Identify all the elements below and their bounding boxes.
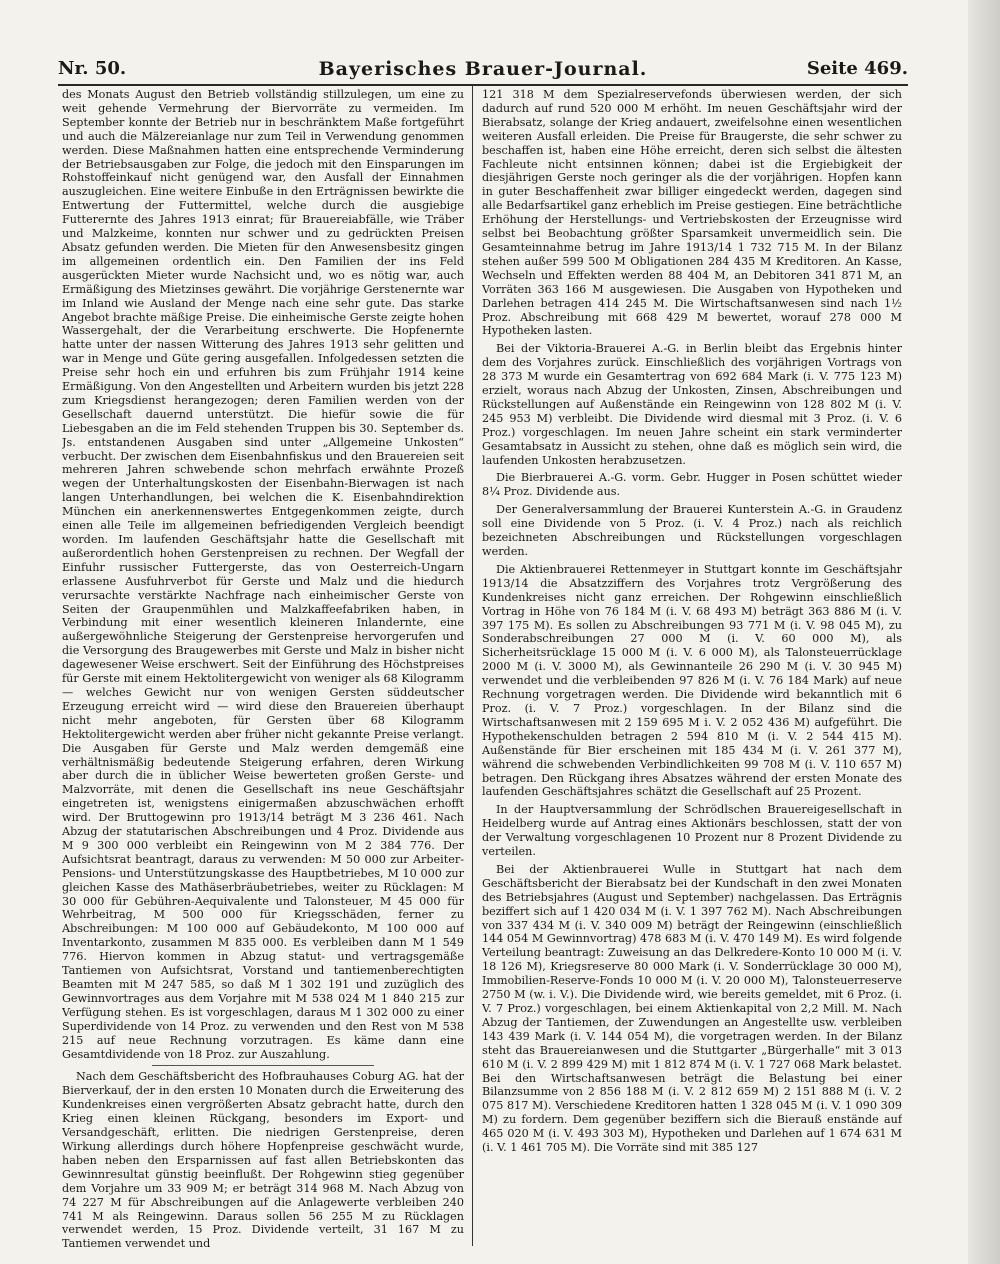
paragraph: 121 318 M dem Spezialreservefonds überwiesen werden, der sich dadurch auf rund 520 000 M erhöht. Im neuen Geschäftsjahr wird der Bierabsatz, solange der Krieg andauert, zweifelsohne einen wesentlichen weiteren Ausfall erleiden. Die Preise für Braugerste, die sehr schwer zu beschaffen ist, haben eine Höhe erreicht, deren sich selbst die ältesten Fachleute nicht entsinnen können; dabei ist die Ergiebigkeit der diesjährigen Gerste noch geringer als die der vorjährigen. Hopfen kann in guter Beschaffenheit zwar billiger eingedeckt werden, dagegen sind alle Bedarfsartikel ganz erheblich im Preise gestiegen. Eine beträchtliche Erhöhung der Herstellungs- und Vertriebskosten der Erzeugnisse wird selbst bei Beobachtung größter Sparsamkeit unvermeidlich sein. Die Gesamteinnahme betrug im Jahre 1913/14 1 732 715 M. In der Bilanz stehen außer 599 500 M Obligationen 284 435 M Kreditoren. An Kasse, Wechseln und Effekten werden 88 404 M, an Debitoren 341 871 M, an Vorräten 363 166 M ausgewiesen. Die Ausgaben von Hypotheken und Darlehen betragen 414 245 M. Die Wirtschaftsanwesen sind nach 1½ Proz. Abschreibung mit 668 429 M bewertet, worauf 278 000 M Hypotheken lasten. xyxy=(482,88,902,338)
paragraph: Bei der Viktoria-Brauerei A.-G. in Berlin bleibt das Ergebnis hinter dem des Vorjahres zurück. Einschließlich des vorjährigen Vortrags von 28 373 M wurde ein Gesamtertrag von 692 684 Mark (i. V. 775 123 M) erzielt, woraus nach Abzug der Unkosten, Zinsen, Abschreibungen und Rückstellungen auf Außenstände ein Reingewinn von 128 802 M (i. V. 245 953 M) verbleibt. Die Dividende wird diesmal mit 3 Proz. (i. V. 6 Proz.) vorgeschlagen. Im neuen Jahre scheint ein stark verminderter Gesamtabsatz in Aussicht zu stehen, ohne daß es möglich sein wird, die laufenden Unkosten herabzusetzen. xyxy=(482,342,902,467)
header-rule xyxy=(58,84,908,86)
issue-number: Nr. 50. xyxy=(58,58,127,79)
paragraph: In der Hauptversammlung der Schrödlschen Brauereigesellschaft in Heidelberg wurde auf Antrag eines Aktionärs beschlossen, statt der von der Verwaltung vorgeschlagenen 10 Prozent nur 8 Prozent Dividende zu verteilen. xyxy=(482,803,902,859)
left-column xyxy=(62,88,464,1250)
paragraph: Der Generalversammlung der Brauerei Kunterstein A.-G. in Graudenz soll eine Dividende von 5 Proz. (i. V. 4 Proz.) nach als reichlich bezeichneten Abschreibungen und Rückstellungen vorgeschlagen werden. xyxy=(482,503,902,558)
paragraph: des Monats August den Betrieb vollständig stillzulegen, um eine zu weit gehende Vermehrung der Biervorräte zu vermeiden. Im September konnte der Betrieb nur in beschränktem Maße fortgeführt und auch die Mälzereianlage nur zum Teil in Verwendung genommen werden. Diese Maßnahmen hatten eine entsprechende Verminderung der Betriebsausgaben zur Folge, die jedoch mit den Einsparungen im Rohstoffeinkauf nicht genügend war, den Ausfall der Einnahmen auszugleichen. Eine weitere Einbuße in den Erträgnissen bewirkte die Entwertung der Futtermittel, welche durch die ausgiebige Futterernte des Jahres 1913 einrat; für Brauereiabfälle, wie Träber und Malzkeime, konnten nur schwer und zu gedrückten Preisen Absatz gefunden werden. Die Mieten für den Anwesensbesitz gingen im allgemeinen ordentlich ein. Den Familien der ins Feld ausgerückten Mieter wurde Nachsicht und, wo es nötig war, auch Ermäßigung des Mietzinses gewährt. Die vorjährige Gerstenernte war im Inland wie Ausland der Menge nach eine sehr gute. Das starke Angebot brachte mäßige Preise. Die einheimische Gerste zeigte hohen Wassergehalt, der die Verarbeitung erschwerte. Die Hopfenernte hatte unter der nassen Witterung des Jahres 1913 sehr gelitten und war in Menge und Güte gering ausgefallen. Infolgedessen setzten die Preise sehr hoch ein und erfuhren bis zum Frühjahr 1914 keine Ermäßigung. Von den Angestellten und Arbeitern wurden bis jetzt 228 zum Kriegsdienst herangezogen; deren Familien werden von der Gesellschaft dauernd unterstützt. Die hiefür sowie die für Liebesgaben an die im Feld stehenden Truppen bis 30. September ds. Js. entstandenen Ausgaben sind unter „Allgemeine Unkosten“ verbucht. Der zwischen dem Eisenbahnfiskus und den Brauereien seit mehreren Jahren schwebende schon mehrfach erwähnte Prozeß wegen der Unterhaltungskosten der Eisenbahn-Bierwagen ist nach langen Unterhandlungen, bei welchen die K. Eisenbahndirektion München ein anerkennenswertes Entgegenkommen zeigte, durch einen alle Teile im allgemeinen befriedigenden Vergleich beendigt worden. Im laufenden Geschäftsjahr hatte die Gesellschaft mit außerordentlich hohen Gerstenpreisen zu rechnen. Der Wegfall der Einfuhr russischer Futtergerste, das von Oesterreich-Ungarn erlassene Ausfuhrverbot für Gerste und Malz und die hiedurch verursachte verstärkte Nachfrage nach einheimischer Gerste von Seiten der Graupenmühlen und Malzkaffeefabriken haben, in Verbindung mit einer wesentlich kleineren Inlandernte, eine außergewöhnliche Steigerung der Gerstenpreise hervorgerufen und die Versorgung des Braugewerbes mit Gerste und Malz in bisher nicht dagewesener Weise erschwert. Seit der Einführung des Höchstpreises für Gerste mit einem Hektolitergewicht von weniger als 68 Kilogramm — welches Gewicht nur von wenigen Gersten süddeutscher Erzeugung erreicht wird — wird diese den Brauereien überhaupt nicht mehr angeboten, für Gersten über 68 Kilogramm Hektolitergewicht werden aber früher nicht gekannte Preise verlangt. Die Ausgaben für Gerste und Malz werden demgemäß eine verhältnismäßig bedeutende Steigerung erfahren, deren Wirkung aber durch die in üblicher Weise bewerteten großen Gerste- und Malzvorräte, mit denen die Gesellschaft ins neue Geschäftsjahr eingetreten ist, wenigstens einigermaßen abzuschwächen erhofft wird. Der Bruttogewinn pro 1913/14 beträgt M 3 236 461. Nach Abzug der statutarischen Abschreibungen und 4 Proz. Dividende aus M 9 300 000 verbleibt ein Reingewinn von M 2 384 776. Der Aufsichtsrat beantragt, daraus zu verwenden: M 50 000 zur Arbeiter-Pensions- und Unterstützungskasse des Hauptbetriebes, M 10 000 zur gleichen Kasse des Mathäserbräubetriebes, weiter zu Rücklagen: M 30 000 für Gebühren-Aequivalente und Talonsteuer, M 45 000 für Wehrbeitrag, M 500 000 für Kriegsschäden, ferner zu Abschreibungen: M 100 000 auf Gebäudekonto, M 100 000 auf Inventarkonto, zusammen M 835 000. Es verbleiben dann M 1 549 776. Hiervon kommen in Abzug statut- und vertragsgemäße Tantiemen von Aufsichtsrat, Vorstand und tantiemenberechtigten Beamten mit M 247 585, so daß M 1 302 191 und zuzüglich des Gewinnvortrages aus dem Vorjahre mit M 538 024 M 1 840 215 zur Verfügung stehen. Es ist vorgeschlagen, daraus M 1 302 000 zu einer Superdividende von 14 Proz. zu verwenden und den Rest von M 538 215 auf neue Rechnung vorzutragen. Es käme dann eine Gesamtdividende von 18 Proz. zur Auszahlung. xyxy=(62,88,464,1061)
paragraph: Nach dem Geschäftsbericht des Hofbrauhauses Coburg AG. hat der Bierverkauf, der in den ersten 10 Monaten durch die Erweiterung des Kundenkreises einen vergrößerten Absatz gebracht hatte, durch den Krieg einen kleinen Rückgang, besonders im Export- und Versandgeschäft, erlitten. Die niedrigen Gerstenpreise, deren Wirkung allerdings durch höhere Hopfenpreise geschwächt wurde, haben neben den Ersparnissen auf fast allen Betriebskonten das Gewinnresultat günstig beeinflußt. Der Rohgewinn stieg gegenüber dem Vorjahre um 33 909 M; er beträgt 314 968 M. Nach Abzug von 74 227 M für Abschreibungen auf die Anlagewerte verbleiben 240 741 M als Reingewinn. Daraus sollen 56 255 M zu Rücklagen verwendet werden, 15 Proz. Dividende verteilt, 31 167 M zu Tantiemen verwendet und xyxy=(62,1070,464,1250)
section-divider xyxy=(152,1065,374,1066)
paragraph: Bei der Aktienbrauerei Wulle in Stuttgart hat nach dem Geschäftsbericht der Bierabsatz bei der Kundschaft in den zwei Monaten des Betriebsjahres (August und September) nachgelassen. Das Erträgnis beziffert sich auf 1 420 034 M (i. V. 1 397 762 M). Nach Abschreibungen von 337 434 M (i. V. 340 009 M) beträgt der Reingewinn (einschließlich 144 054 M Gewinnvortrag) 478 683 M (i. V. 470 149 M). Es wird folgende Verteilung beantragt: Zuweisung an das Delkredere-Konto 10 000 M (i. V. 18 126 M), Kriegsreserve 80 000 Mark (i. V. Sonderrücklage 30 000 M), Immobilien-Reserve-Fonds 10 000 M (i. V. 20 000 M), Talonsteuerreserve 2750 M (w. i. V.). Die Dividende wird, wie bereits gemeldet, mit 6 Proz. (i. V. 7 Proz.) vorgeschlagen, bei einem Aktienkapital von 2,2 Mill. M. Nach Abzug der Tantiemen, der Zuwendungen an Angestellte usw. verbleiben 143 439 Mark (i. V. 144 054 M), die vorgetragen werden. In der Bilanz steht das Brauereianwesen und die Stuttgarter „Bürgerhalle“ mit 3 013 610 M (i. V. 2 899 429 M) mit 1 812 874 M (i. V. 1 727 068 Mark belastet. Bei den Wirtschaftsanwesen beträgt die Belastung bei einer Bilanzsumme von 2 856 188 M (i. V. 2 812 659 M) 2 151 888 M (i. V. 2 075 817 M). Verschiedene Kreditoren hatten 1 328 045 M (i. V. 1 090 309 M) zu fordern. Dem gegenüber beziffern sich die Bierauß enstände auf 465 020 M (i. V. 493 303 M), Hypotheken und Darlehen auf 1 674 631 M (i. V. 1 461 705 M). Die Vorräte sind mit 385 127 xyxy=(482,862,902,1155)
journal-title: Bayerisches Brauer-Journal. xyxy=(318,58,648,80)
paragraph: Die Aktienbrauerei Rettenmeyer in Stuttgart konnte im Geschäftsjahr 1913/14 die Absatzziffern des Vorjahres trotz Vergrößerung des Kundenkreises nicht ganz erreichen. Der Rohgewinn einschließlich Vortrag in Höhe von 76 184 M (i. V. 68 493 M) beträgt 363 886 M (i. V. 397 175 M). Es sollen zu Abschreibungen 93 771 M (i. V. 98 045 M), zu Sonderabschreibungen 27 000 M (i. V. 60 000 M), als Sicherheitsrücklage 15 000 M (i. V. 6 000 M), als Talonsteuerrücklage 2000 M (i. V. 3000 M), als Gewinnanteile 26 290 M (i. V. 30 945 M) verwendet und die verbleibenden 97 826 M (i. V. 76 184 Mark) auf neue Rechnung vorgetragen werden. Die Dividende wird bekanntlich mit 6 Proz. (i. V. 7 Proz.) vorgeschlagen. In der Bilanz sind die Wirtschaftsanwesen mit 2 159 695 M i. V. 2 052 436 M) aufgeführt. Die Hypothekenschulden betragen 2 594 810 M (i. V. 2 544 415 M). Außenstände für Bier erscheinen mit 185 434 M (i. V. 261 377 M), während die schwebenden Verbindlichkeiten 99 708 M (i. V. 110 657 M) betragen. Den Rückgang ihres Absatzes während der ersten Monate des laufenden Geschäftsjahres schätzt die Gesellschaft auf 25 Prozent. xyxy=(482,562,902,799)
right-column xyxy=(482,88,902,1250)
paragraph: Die Bierbrauerei A.-G. vorm. Gebr. Hugger in Posen schüttet wieder 8¼ Proz. Dividende aus. xyxy=(482,471,902,499)
column-divider xyxy=(472,86,473,1246)
page-number: Seite 469. xyxy=(806,58,908,79)
scan-edge xyxy=(968,0,1000,1264)
